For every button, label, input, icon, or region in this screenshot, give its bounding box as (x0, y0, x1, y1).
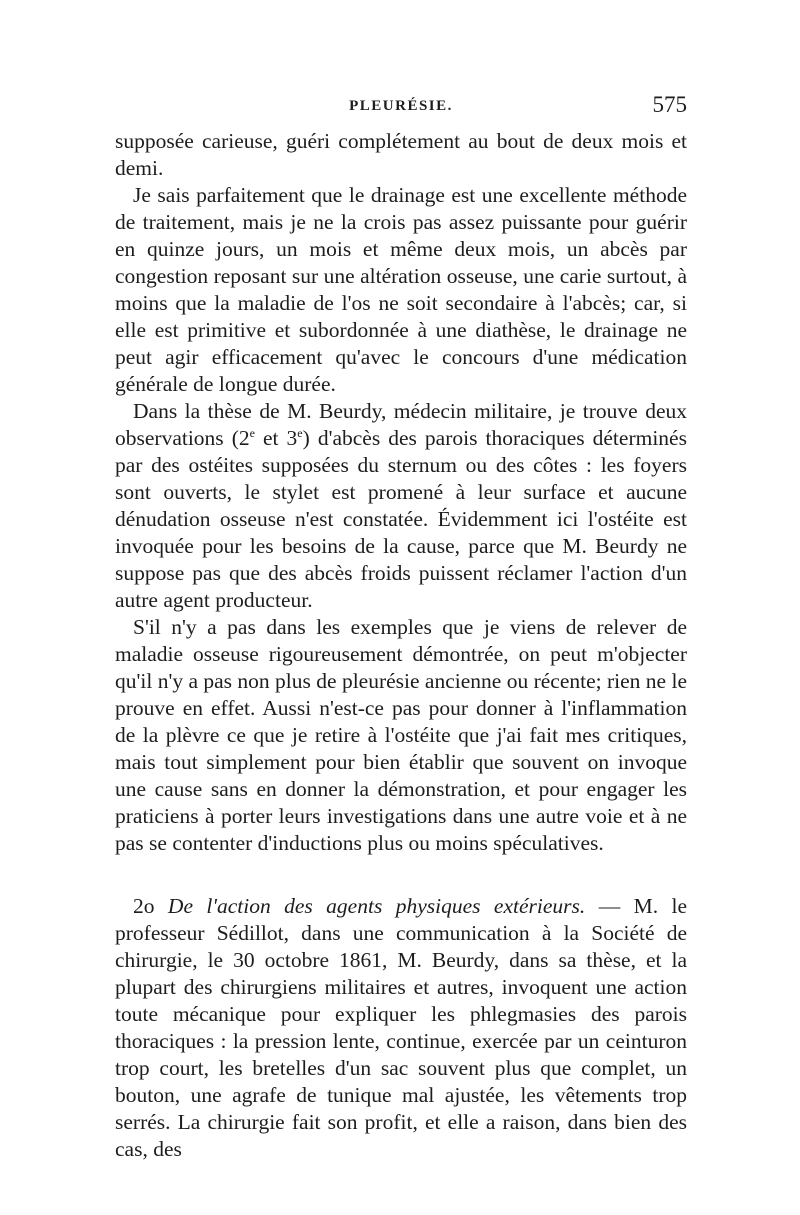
p3-num2: 3 (286, 426, 298, 450)
paragraph-section-agents (115, 893, 687, 1163)
paragraph-drainage: Je sais parfaitement que le drainage est une excellente méthode de traitement, mais je ne la crois pas assez puissante pour guérir en quinze jours, un mois et même deux mois, un abcès par congestion reposant sur une altération osseuse, une carie surtout, à moins que la maladie de l'os ne soit secondaire à l'abcès; car, si elle est primitive et subordonnée à une diathèse, le drainage ne peut agir efficacement qu'avec le concours d'une médication générale de longue durée. (115, 183, 687, 396)
p3-after: ) d'abcès des parois thoraciques déterminés par des ostéites supposées du sternum ou des côtes : les foyers sont ouverts, le stylet est promené à leur surface et aucune dénudation osseuse n'est constatée. Évidemment ici l'ostéite est invoquée pour les besoins de la cause, parce que M. Beurdy ne suppose pas que des abcès froids puissent réclamer l'action d'un autre agent producteur. (115, 426, 687, 612)
section-gap (115, 857, 687, 893)
paragraph-continuation: supposée carieuse, guéri complétement au bout de deux mois et demi. (115, 129, 687, 180)
section-title: De l'action des agents physiques extérieurs. (167, 894, 586, 918)
paragraph-beurdy-thesis (115, 398, 687, 614)
p3-sup2: e (297, 425, 303, 440)
p3-sup1: e (249, 425, 255, 440)
section-number: 2o (133, 894, 155, 918)
running-title: PLEURÉSIE. (349, 98, 453, 114)
p3-mid: et (254, 426, 287, 450)
p3-num1: 2 (238, 426, 250, 450)
page-header (115, 92, 687, 122)
page-number: 575 (652, 92, 687, 117)
section-text: — M. le professeur Sédillot, dans une communication à la Société de chirurgie, le 30 octobre 1861, M. Beurdy, dans sa thèse, et la plupart des chirurgiens militaires et autres, invoquent une action toute mécanique pour expliquer les phlegmasies des parois thoraciques : la pression lente, continue, exercée par un ceinturon trop court, les bretelles d'un sac souvent plus que complet, un bouton, une agrafe de tunique mal ajustée, les vêtements trop serrés. La chirurgie fait son profit, et elle a raison, dans bien des cas, des (115, 894, 688, 1161)
body-text (115, 128, 687, 1163)
p3-before: Dans la thèse de M. Beurdy, médecin militaire, je trouve deux observations ( (115, 399, 687, 450)
paragraph-objection: S'il n'y a pas dans les exemples que je viens de relever de maladie osseuse rigoureusement démontrée, on peut m'objecter qu'il n'y a pas non plus de pleurésie ancienne ou récente; rien ne le prouve en effet. Aussi n'est-ce pas pour donner à l'inflammation de la plèvre ce que je retire à l'ostéite que j'ai fait mes critiques, mais tout simplement pour bien établir que souvent on invoque une cause sans en donner la démonstration, et pour engager les praticiens à porter leurs investigations dans une autre voie et à ne pas se contenter d'inductions plus ou moins spéculatives. (115, 615, 687, 855)
